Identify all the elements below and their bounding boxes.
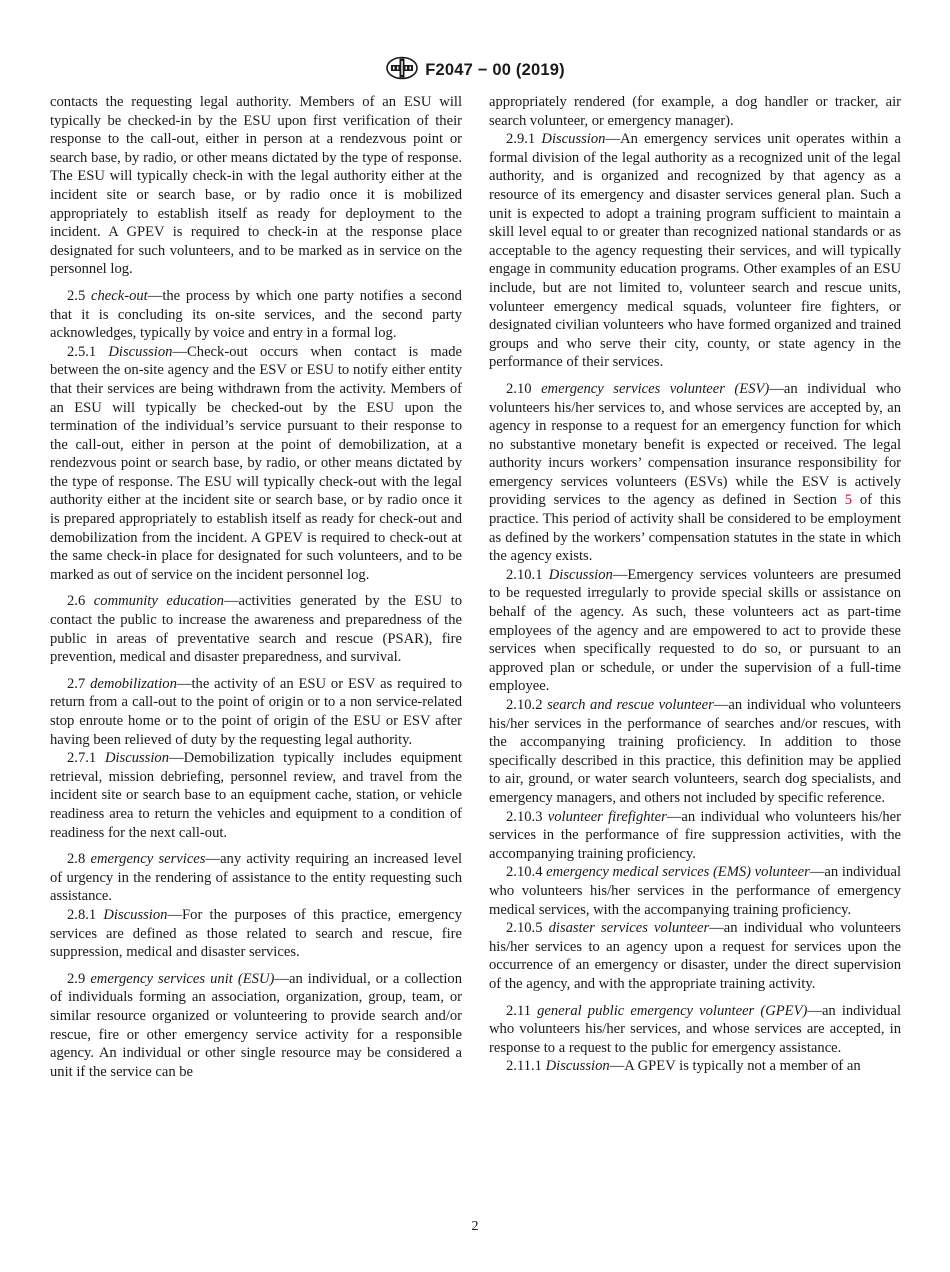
- definition-2-10-4: 2.10.4 emergency medical services (EMS) volunteer—an individual who volunteers his/her services in the performance of emergency medical services, with the accompanying training proficiency.: [489, 864, 901, 918]
- definition-2-10: 2.10 emergency services volunteer (ESV)—an individual who volunteers his/her services to, and whose services are accepted by, an agency in response to a request for an emergency function for which no substantive monetary benefit is expected or received. The legal authority incurs workers’ compensation insurance responsibility for emergency services volunteers (ESVs) while the ESV is actively providing services to the agency as defined in Section 5 of this practice. This period of activity shall be considered to be employment as defined by the workers’ compensation statutes in the state in which the agency exists.: [489, 380, 901, 565]
- left-column: [50, 93, 462, 1081]
- page-number: 2: [471, 1219, 479, 1234]
- definition-2-10-5: 2.10.5 disaster services volunteer—an individual who volunteers his/her services to an agency upon a request for services upon the occurrence of an emergency or disaster, under the direct supervision of the agency, and with the appropriate training activity.: [489, 920, 901, 992]
- document-id: F2047 − 00 (2019): [425, 60, 565, 79]
- definition-2-10-2: 2.10.2 search and rescue volunteer—an individual who volunteers his/her services in the performance of searches and/or rescues, with the accompanying training proficiency. In addition to those specifically described in this practice, this definition may be applied to air, ground, or water search volunteers, search dog specialists, and emergency managers, and others not included by specific reference.: [489, 697, 902, 806]
- definition-2-10-3: 2.10.3 volunteer firefighter—an individual who volunteers his/her services in the performance of fire suppression activities, with the accompanying training proficiency.: [489, 808, 901, 862]
- right-column: [489, 93, 901, 1076]
- discussion-2-9-1: 2.9.1 Discussion—An emergency services unit operates within a formal division of the legal authority as a recognized unit of the legal authority, and is organized and recognized by that agency as a resource of its emergency and disaster services general plan. Such a unit is expected to adopt a training program sufficient to maintain a skill level equal to or greater than recognized national standards or as acceptable to the agency requesting their services, and will typically engage in community education programs. Other examples of an ESU include, but are not limited to, volunteer search and rescue units, volunteer emergency medical squads, volunteer fire fighters, or designated civilian volunteers who have formed organized and trained groups and who serve their city, county, or state agency in the performance of their services.: [489, 131, 901, 371]
- page-header: [0, 57, 950, 83]
- definition-2-7: 2.7 demobilization—the activity of an ESU or ESV as required to return from a call-out to the point of origin or to a non service-related stop enroute home or to the point of origin of the ESU or ESV after having been relieved of duty by the requesting legal authority.: [50, 675, 462, 748]
- discussion-2-8-1: 2.8.1 Discussion—For the purposes of this practice, emergency services are defined as those related to search and rescue, fire suppression, medical and disaster services.: [50, 906, 462, 961]
- paragraph: appropriately rendered (for example, a dog handler or tracker, air search volunteer, or emergency manager).: [489, 94, 901, 129]
- definition-2-11: 2.11 general public emergency volunteer (GPEV)—an individual who volunteers his/her services, and whose services are accepted, in response to a request to the public for emergency assistance.: [489, 1002, 901, 1056]
- definition-2-9: 2.9 emergency services unit (ESU)—an individual, or a collection of individuals forming an association, organization, group, team, or similar resource organized or volunteering to provide search and/or rescue, fire or other emergency service activity for a responsible agency. An individual or other single resource may be considered a unit if the service can be: [50, 970, 463, 1080]
- discussion-2-10-1: 2.10.1 Discussion—Emergency services volunteers are presumed to be requested irregularly to provide special skills or assistance on behalf of the agency. As such, these volunteers act as part-time employees of the agency and are empowered to act to provide these services when specifically requested to do so, or pursuant to an approved plan or schedule, or under the supervision of a full-time employee.: [489, 566, 901, 695]
- discussion-2-7-1: 2.7.1 Discussion—Demobilization typically includes equipment retrieval, mission debriefing, personnel review, and travel from the incident site or search base to an equipment cache, station, or vehicle readiness area to return the vehicles and equipment to a condition of readiness for the next call-out.: [50, 750, 462, 841]
- discussion-2-5-1: 2.5.1 Discussion—Check-out occurs when contact is made between the on-site agency and the ESV or ESU to notify either entity that their services are being withdrawn from the activity. Members of an ESU will typically be checked-out by the ESU upon the termination of the individual’s service pursuant to their response to the call-out, either in person at the point of demobilization, at a rendezvous point or search base, by radio, or other means dictated by the type of response. The ESU will typically check-out with the legal authority either at the incident site or search base, or by radio once it is prepared appropriately to establish itself as ready for check-out and demobilization from the incident. A GPEV is required to check-out at the same check-in place for designated for such volunteers, and to be marked as out of service on the incident personnel log.: [50, 343, 462, 583]
- section-5-link[interactable]: 5: [844, 492, 853, 509]
- definition-2-8: 2.8 emergency services—any activity requiring an increased level of urgency in the rendering of assistance to the entity requesting such assistance.: [50, 851, 462, 905]
- astm-logo: [385, 56, 419, 85]
- definition-2-5: 2.5 check-out—the process by which one party notifies a second that it is concluding its on-site services, and the second party acknowledges, typically by voice and entry in a formal log.: [50, 287, 462, 342]
- definition-2-6: 2.6 community education—activities generated by the ESU to contact the public to increase the awareness and preparedness of the public in areas of preventative search and rescue (PSAR), fire prevention, medical and disaster preparedness, and survival.: [50, 593, 463, 666]
- discussion-2-11-1: 2.11.1 Discussion—A GPEV is typically not a member of an: [506, 1058, 861, 1075]
- paragraph: contacts the requesting legal authority. Members of an ESU will typically be checked-in by the ESU upon first verification of their response to the call-out, either in person at a rendezvous point or search base, by radio, or other means dictated by the type of response. The ESU will typically check-in with the legal authority either at the incident site or search base, or by radio once it is mobilized appropriately to establish itself as ready for deployment to the incident. A GPEV is required to check-in at the response place designated for such volunteers, and to be marked as in service on the personnel log.: [50, 94, 462, 278]
